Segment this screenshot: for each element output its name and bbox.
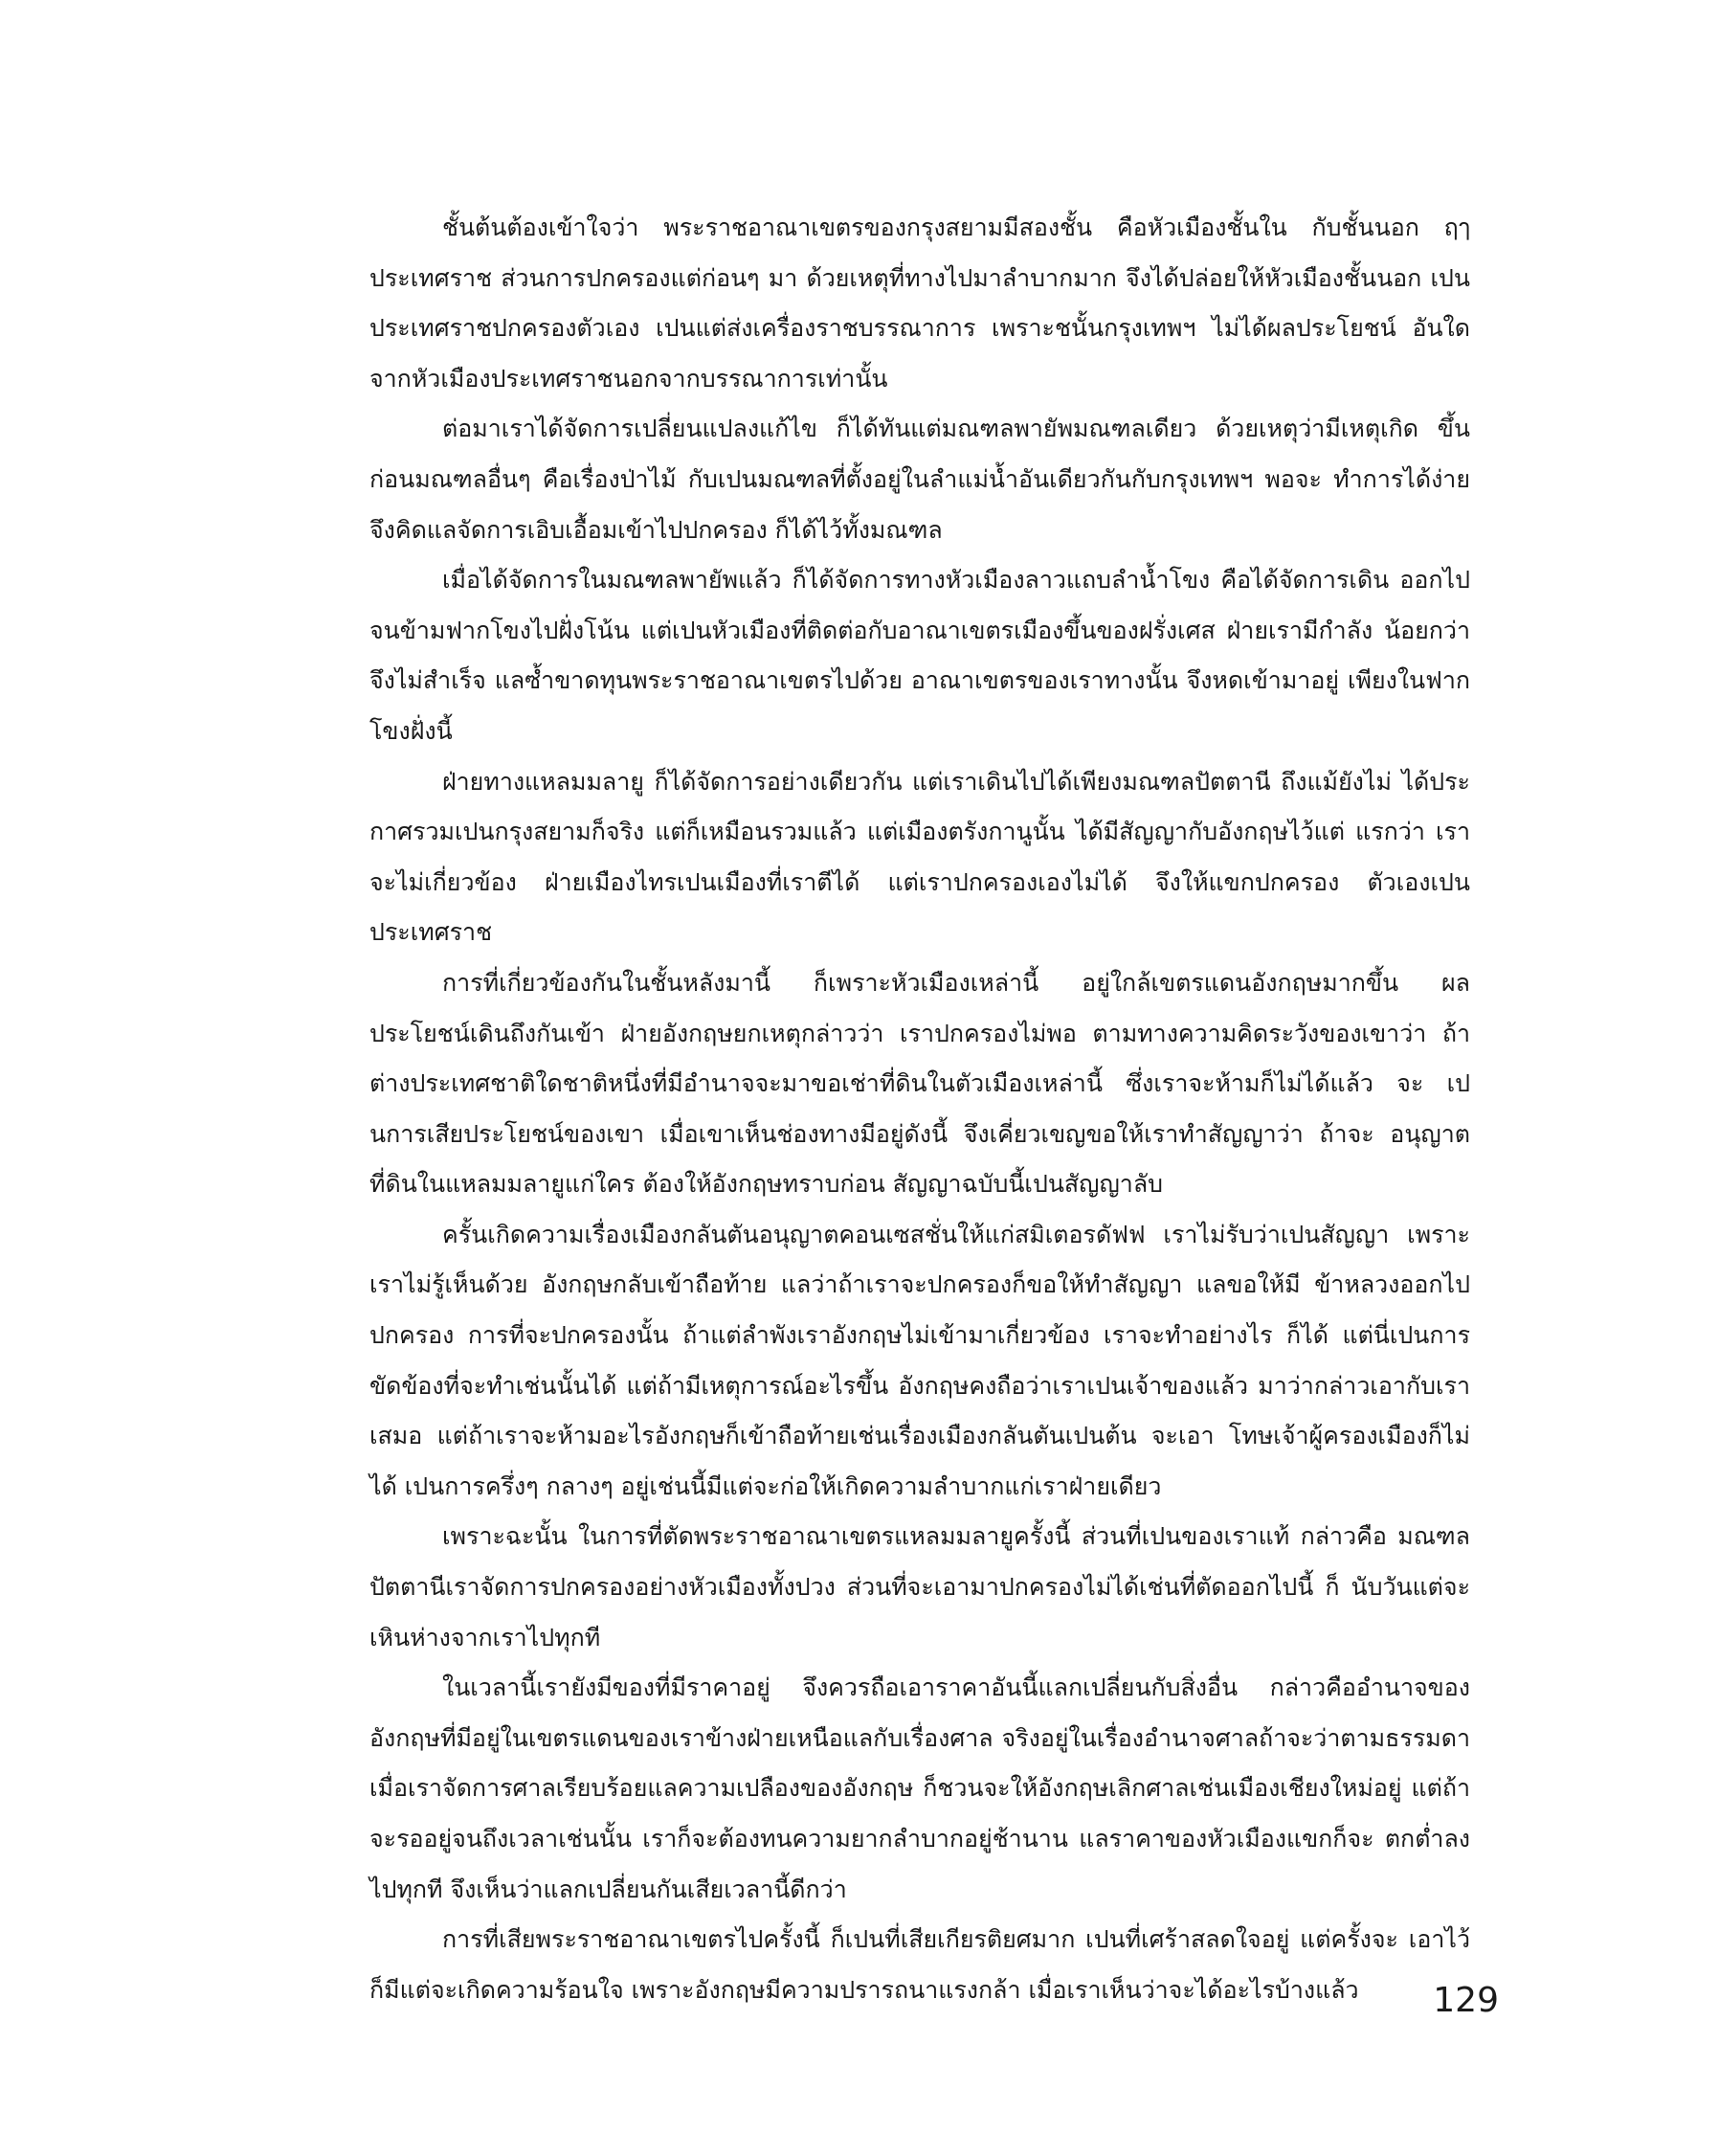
paragraph: ฝ่ายทางแหลมมลายู ก็ได้จัดการอย่างเดียวกัน แต่เราเดินไปได้เพียงมณฑลปัตตานี ถึงแม้ยังไม่ ได้ประกาศรวมเปนกรุงสยามก็จริง แต่ก็เหมือนรวมแล้ว แต่เมืองตรังกานูนั้น ได้มีสัญญากับอังกฤษไว้แต่ แรกว่า เราจะไม่เกี่ยวข้อง ฝ่ายเมืองไทรเปนเมืองที่เราตีได้ แต่เราปกครองเองไม่ได้ จึงให้แขกปกครอง ตัวเองเปนประเทศราช bbox=[369, 767, 1470, 947]
paragraph: ชั้นต้นต้องเข้าใจว่า พระราชอาณาเขตรของกรุงสยามมีสองชั้น คือหัวเมืองชั้นใน กับชั้นนอก ฤๅ ประเทศราช ส่วนการปกครองแต่ก่อนๆ มา ด้วยเหตุที่ทางไปมาลำบากมาก จึงได้ปล่อยให้หัวเมืองชั้นนอก เปนประเทศราชปกครองตัวเอง เปนแต่ส่งเครื่องราชบรรณาการ เพราะชนั้นกรุงเทพฯ ไม่ได้ผลประโยชน์ อันใดจากหัวเมืองประเทศราชนอกจากบรรณาการเท่านั้น bbox=[369, 213, 1470, 393]
page-number: 129 bbox=[1433, 1981, 1499, 2020]
paragraph: การที่เกี่ยวข้องกันในชั้นหลังมานี้ ก็เพราะหัวเมืองเหล่านี้ อยู่ใกล้เขตรแดนอังกฤษมากขึ้น ผล ประโยชน์เดินถึงกันเข้า ฝ่ายอังกฤษยกเหตุกล่าวว่า เราปกครองไม่พอ ตามทางความคิดระวังของเขาว่า ถ้าต่างประเทศชาติใดชาติหนึ่งที่มีอำนาจจะมาขอเช่าที่ดินในตัวเมืองเหล่านี้ ซึ่งเราจะห้ามก็ไม่ได้แล้ว จะ เปนการเสียประโยชน์ของเขา เมื่อเขาเห็นช่องทางมีอยู่ดังนี้ จึงเคี่ยวเขญขอให้เราทำสัญญาว่า ถ้าจะ อนุญาตที่ดินในแหลมมลายูแก่ใคร ต้องให้อังกฤษทราบก่อน สัญญาฉบับนี้เปนสัญญาลับ bbox=[369, 968, 1470, 1199]
paragraph: ต่อมาเราได้จัดการเปลี่ยนแปลงแก้ไข ก็ได้ทันแต่มณฑลพายัพมณฑลเดียว ด้วยเหตุว่ามีเหตุเกิด ขึ้นก่อนมณฑลอื่นๆ คือเรื่องป่าไม้ กับเปนมณฑลที่ตั้งอยู่ในลำแม่น้ำอันเดียวกันกับกรุงเทพฯ พอจะ ทำการได้ง่าย จึงคิดแลจัดการเอิบเอื้อมเข้าไปปกครอง ก็ได้ไว้ทั้งมณฑล bbox=[369, 415, 1470, 544]
paragraph: ในเวลานี้เรายังมีของที่มีราคาอยู่ จึงควรถือเอาราคาอันนี้แลกเปลี่ยนกับสิ่งอื่น กล่าวคืออำนาจของ อังกฤษที่มีอยู่ในเขตรแดนของเราข้างฝ่ายเหนือแลกับเรื่องศาล จริงอยู่ในเรื่องอำนาจศาลถ้าจะว่าตามธรรมดา เมื่อเราจัดการศาลเรียบร้อยแลความเปลืองของอังกฤษ ก็ชวนจะให้อังกฤษเลิกศาลเช่นเมืองเชียงใหม่อยู่ แต่ถ้าจะรออยู่จนถึงเวลาเช่นนั้น เราก็จะต้องทนความยากลำบากอยู่ช้านาน แลราคาของหัวเมืองแขกก็จะ ตกต่ำลงไปทุกที จึงเห็นว่าแลกเปลี่ยนกันเสียเวลานี้ดีกว่า bbox=[369, 1673, 1470, 1903]
paragraph: เมื่อได้จัดการในมณฑลพายัพแล้ว ก็ได้จัดการทางหัวเมืองลาวแถบลำน้ำโขง คือได้จัดการเดิน ออกไปจนข้ามฟากโขงไปฝั่งโน้น แต่เปนหัวเมืองที่ติดต่อกับอาณาเขตรเมืองขึ้นของฝรั่งเศส ฝ่ายเรามีกำลัง น้อยกว่า จึงไม่สำเร็จ แลซ้ำขาดทุนพระราชอาณาเขตรไปด้วย อาณาเขตรของเราทางนั้น จึงหดเข้ามาอยู่ เพียงในฟากโขงฝั่งนี้ bbox=[369, 566, 1470, 745]
paragraph: เพราะฉะนั้น ในการที่ตัดพระราชอาณาเขตรแหลมมลายูครั้งนี้ ส่วนที่เปนของเราแท้ กล่าวคือ มณฑลปัตตานีเราจัดการปกครองอย่างหัวเมืองทั้งปวง ส่วนที่จะเอามาปกครองไม่ได้เช่นที่ตัดออกไปนี้ ก็ นับวันแต่จะเหินห่างจากเราไปทุกที bbox=[369, 1522, 1470, 1651]
paragraph: การที่เสียพระราชอาณาเขตรไปครั้งนี้ ก็เปนที่เสียเกียรติยศมาก เปนที่เศร้าสลดใจอยู่ แต่ครั้งจะ เอาไว้ก็มีแต่จะเกิดความร้อนใจ เพราะอังกฤษมีความปรารถนาแรงกล้า เมื่อเราเห็นว่าจะได้อะไรบ้างแล้ว bbox=[369, 1925, 1470, 2004]
page-body bbox=[369, 203, 1470, 2015]
paragraph: ครั้นเกิดความเรื่องเมืองกลันตันอนุญาตคอนเซสชั่นให้แก่สมิเตอรดัฟฟ เราไม่รับว่าเปนสัญญา เพราะเราไม่รู้เห็นด้วย อังกฤษกลับเข้าถือท้าย แลว่าถ้าเราจะปกครองก็ขอให้ทำสัญญา แลขอให้มี ข้าหลวงออกไปปกครอง การที่จะปกครองนั้น ถ้าแต่ลำพังเราอังกฤษไม่เข้ามาเกี่ยวข้อง เราจะทำอย่างไร ก็ได้ แต่นี่เปนการขัดข้องที่จะทำเช่นนั้นได้ แต่ถ้ามีเหตุการณ์อะไรขึ้น อังกฤษคงถือว่าเราเปนเจ้าของแล้ว มาว่ากล่าวเอากับเราเสมอ แต่ถ้าเราจะห้ามอะไรอังกฤษก็เข้าถือท้ายเช่นเรื่องเมืองกลันตันเปนต้น จะเอา โทษเจ้าผู้ครองเมืองก็ไม่ได้ เปนการครึ่งๆ กลางๆ อยู่เช่นนี้มีแต่จะก่อให้เกิดความลำบากแก่เราฝ่ายเดียว bbox=[369, 1220, 1470, 1500]
